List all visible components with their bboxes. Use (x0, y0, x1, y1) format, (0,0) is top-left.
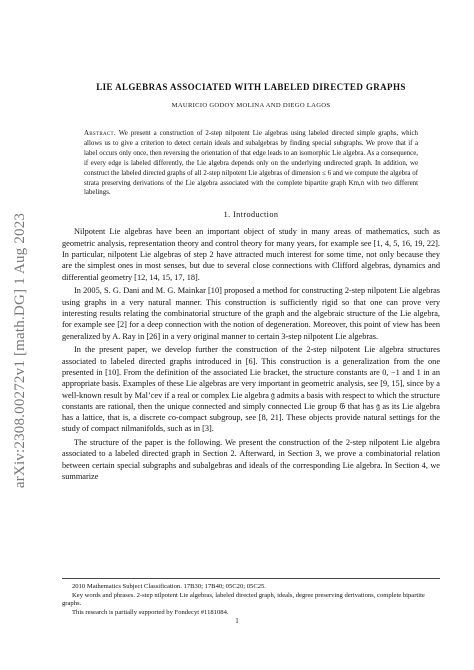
intro-paragraph-4: The structure of the paper is the following. We present the construction of the 2-step nilpotent Lie algebra associated to a labeled directed graph in Section 2. Afterward, in Section 3, we prove a combinatorial relation between certain special subgraphs and subalgebras and ideals of the corresponding Lie algebra. In Section 4, we summarize (62, 438, 440, 482)
paper-authors: MAURICIO GODOY MOLINA AND DIEGO LAGOS (171, 102, 331, 109)
abstract-label: Abstract. (84, 130, 116, 137)
intro-paragraph-2: In 2005, S. G. Dani and M. G. Mainkar [10] proposed a method for constructing 2-step nilpotent Lie algebras using graphs in a very natural manner. This construction is sufficiently rigid so that one can prove very interesting results relating the combinatorial structure of the graph and the algebraic structure of the Lie algebra, for example see [2] for a deep connection with the notion of degeneration. Moreover, this point of view has been generalized by A. Ray in [26] in a very original manner to certain 3-step nilpotent Lie algebras. (62, 286, 440, 341)
abstract (84, 129, 418, 198)
paper-first-page (62, 82, 440, 485)
arxiv-sidebar-stamp (10, 170, 32, 530)
intro-paragraph-1: Nilpotent Lie algebras have been an important object of study in many areas of mathematics, such as geometric analysis, representation theory and control theory for many years, for example see [1, 4, 5, 16, 19, 22]. In particular, nilpotent Lie algebras of step 2 have attracted much interest for some time, not only because they are the simplest ones in most senses, but due to several close connections with Clifford algebras, dynamics and differential geometry [12, 14, 15, 17, 18]. (62, 227, 440, 282)
arxiv-identifier: arXiv:2308.00272v1 [math.DG] 1 Aug 2023 (12, 212, 29, 488)
intro-paragraph-3: In the present paper, we develop further the construction of the 2-step nilpotent Lie algebra structures associated to labeled directed graphs introduced in [6]. This construction is a generalization from the one presented in [10]. From the definition of the associated Lie bracket, the structure constants are 0, −1 and 1 in an appropriate basis. Examples of these Lie algebras are very important in geometric analysis, see [9, 15], since by a well-known result by Mal’cev if a real or complex Lie algebra 𝔤 admits a basis with respect to which the structure constants are rational, then the unique connected and simply connected Lie group 𝔊 that has 𝔤 as its Lie algebra has a lattice, that is, a discrete co-compact subgroup, see [8, 21]. These objects provide natural settings for the study of compact nilmanifolds, such as in [3]. (62, 345, 440, 434)
paper-title: LIE ALGEBRAS ASSOCIATED WITH LABELED DIRECTED GRAPHS (96, 82, 406, 92)
page-number: 1 (235, 617, 239, 625)
footnote-msc: 2010 Mathematics Subject Classification. 17B30; 17B40; 05C20; 05C25. (72, 583, 266, 590)
footnote-keywords: Key words and phrases. 2-step nilpotent Lie algebras, labeled directed graph, ideals, degree preserving derivations, complete bipartite graphs. (62, 591, 425, 608)
footnotes (62, 578, 440, 617)
abstract-text: We present a construction of 2-step nilpotent Lie algebras using labeled directed simple graphs, which allows us to give a criterion to detect certain ideals and subalgebras by finding special subgraphs. We prove that if a label occurs only once, then reversing the orientation of that edge leads to an isomorphic Lie algebra. As a consequence, if every edge is labeled differently, the Lie algebra depends only on the underlying undirected graph. In addition, we construct the labeled directed graphs of all 2-step nilpotent Lie algebras of dimension ≤ 6 and we compute the algebra of strata preserving derivations of the Lie algebra associated with the complete bipartite graph Km,n with two different labelings. (84, 130, 418, 197)
footnote-funding: This research is partially supported by Fondecyt #1181084. (72, 608, 229, 616)
section-heading-introduction: 1. Introduction (223, 210, 279, 220)
